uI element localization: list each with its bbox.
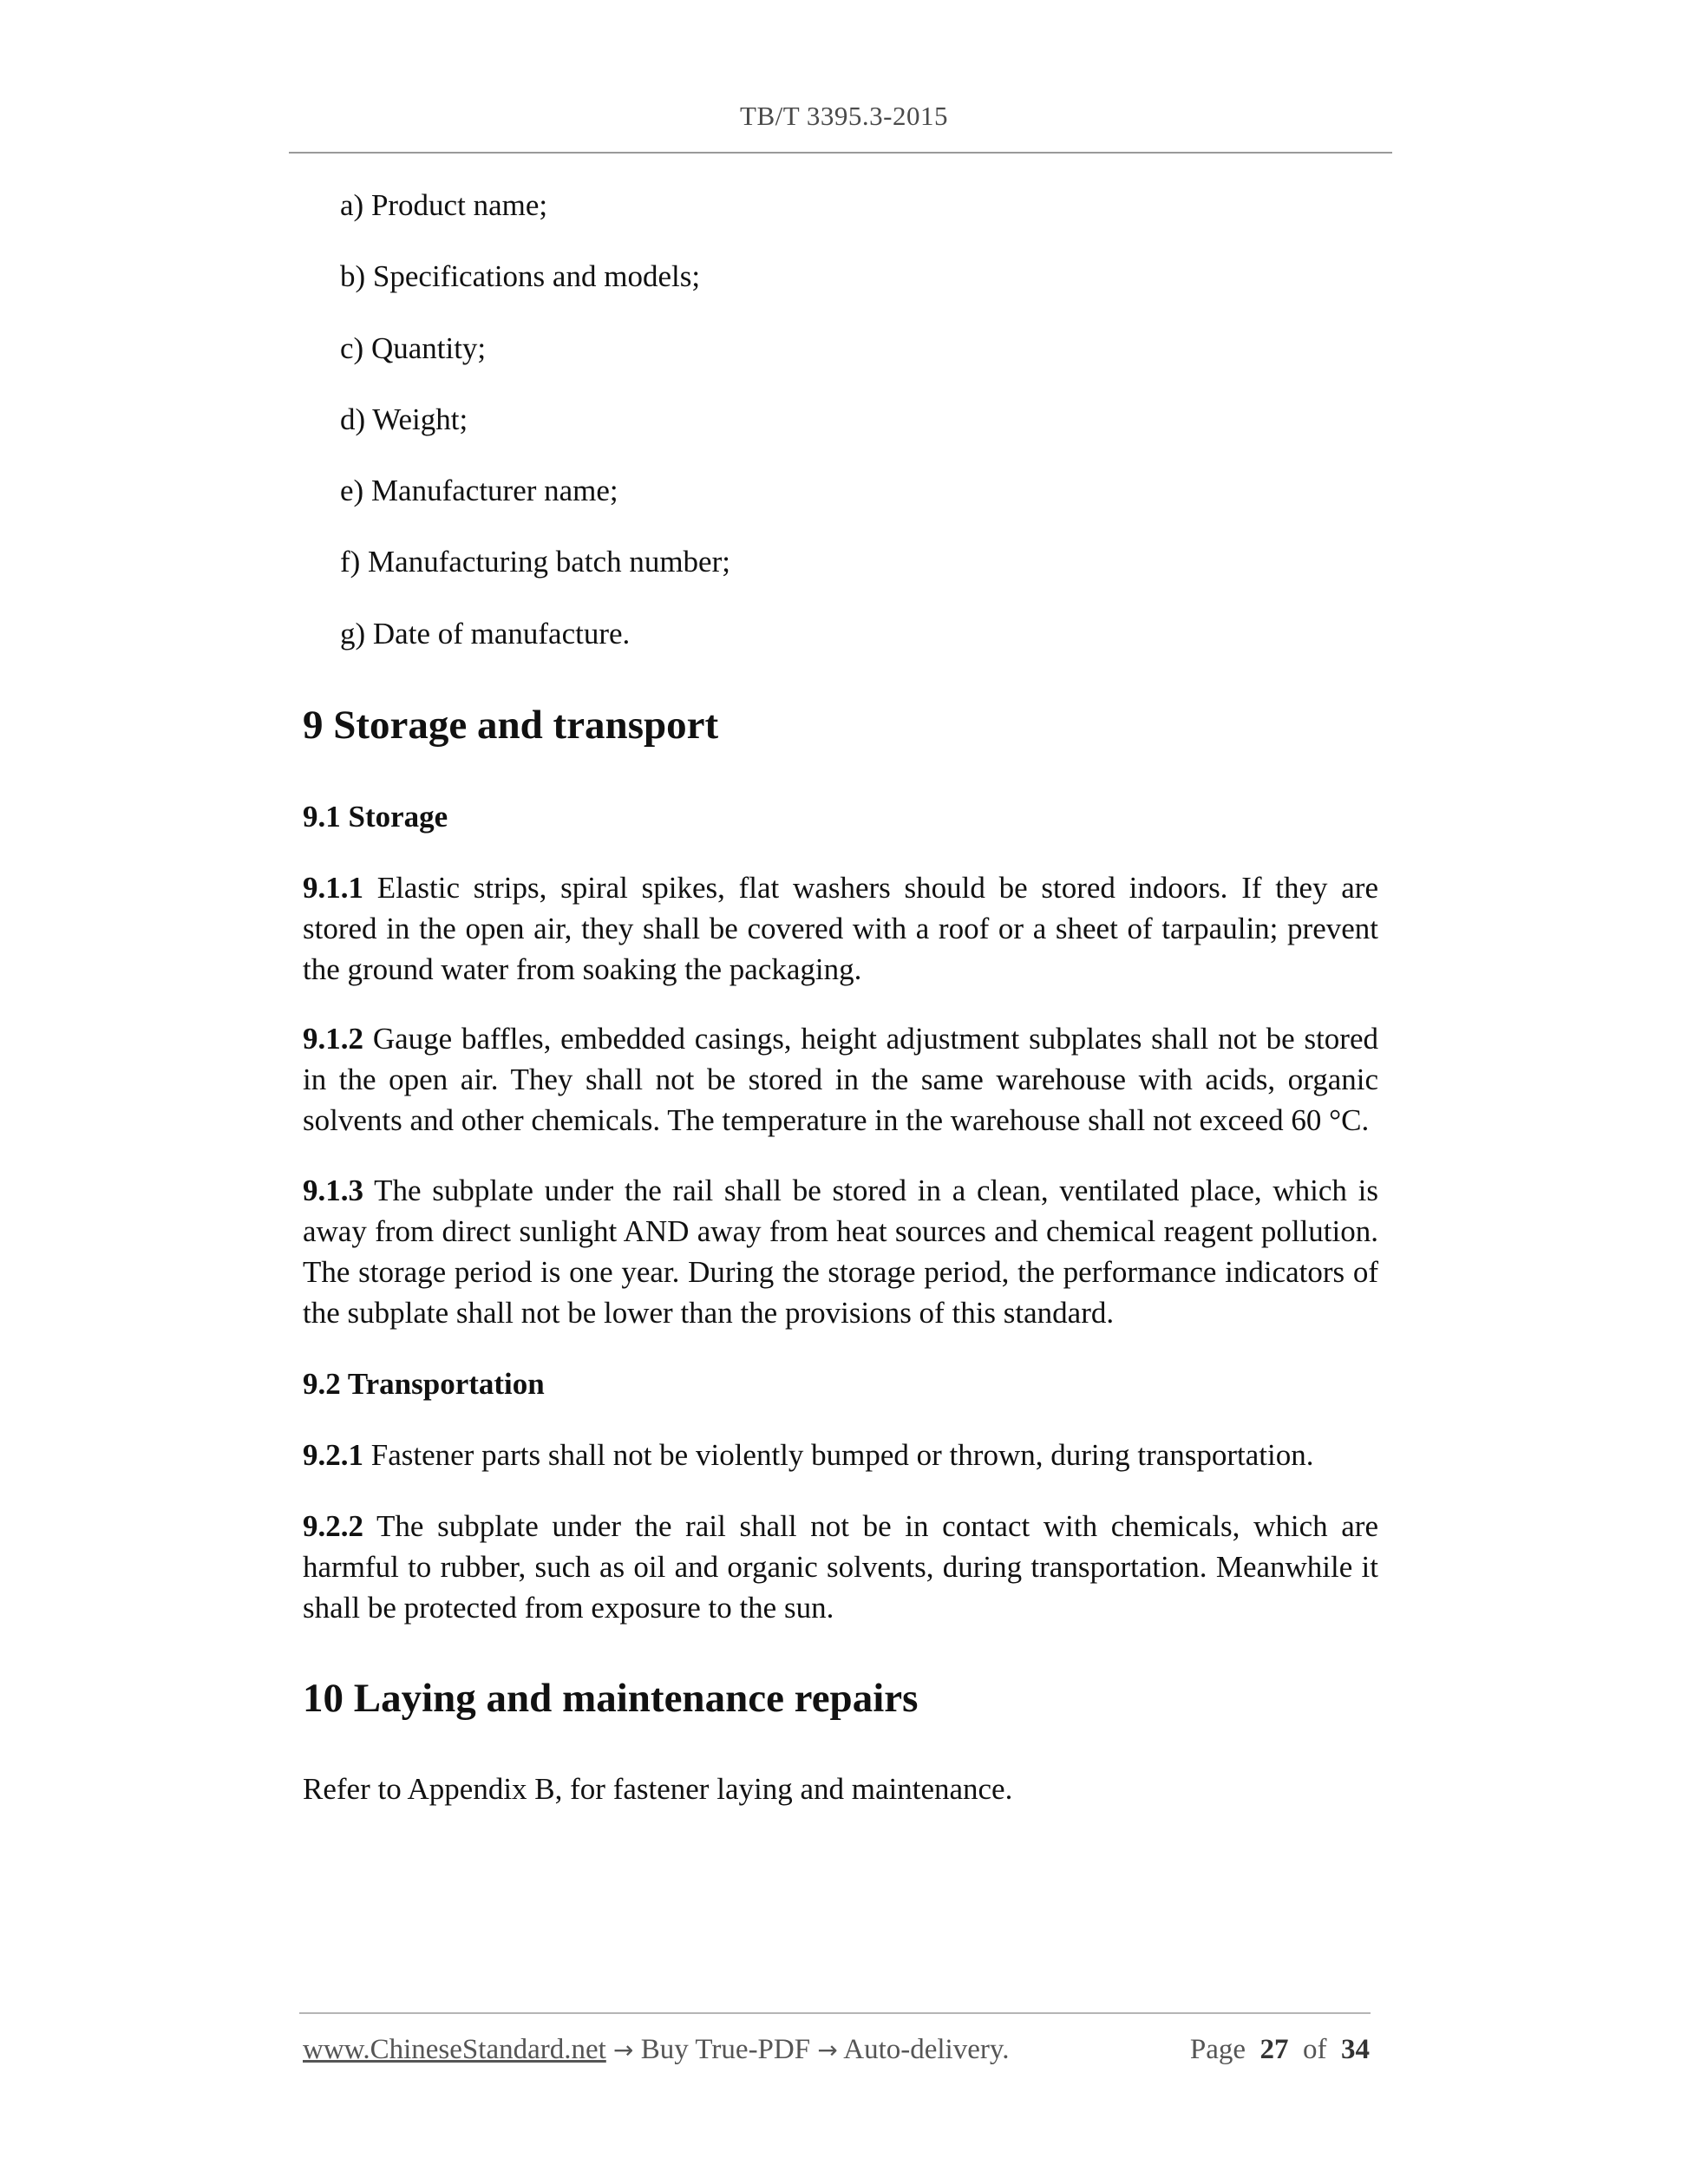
header-divider [289,152,1392,154]
list-item: d) Weight; [340,402,468,436]
list-item: b) Specifications and models; [340,259,701,294]
section-10-heading: 10 Laying and maintenance repairs [303,1676,919,1721]
section-9-heading: 9 Storage and transport [303,703,719,748]
clause-text: The subplate under the rail shall be stored in a clean, ventilated place, which is away from direct sunlight AND away from heat sources and chemical reagent pollution. The storage period is one year. During the storage period, the performance indicators of the subplate shall not be lower than the provisions of this standard. [303,1174,1378,1330]
clause-9-2-2 [303,1506,1378,1628]
page-current: 27 [1259,2034,1289,2065]
clause-text: Gauge baffles, embedded casings, height adjustment subplates shall not be stored in the open air. They shall not be stored in the same warehouse with acids, organic solvents and other chemicals. The temperature in the warehouse shall not exceed 60 °C. [303,1022,1378,1137]
clause-9-1-1 [303,867,1378,990]
list-item: e) Manufacturer name; [340,474,618,508]
buy-pdf-text: Buy True-PDF [640,2034,811,2065]
clause-number: 9.1.3 [303,1174,363,1207]
clause-number: 9.2.2 [303,1509,363,1543]
auto-delivery-text: Auto-delivery. [843,2034,1010,2065]
list-item: f) Manufacturing batch number; [340,545,730,579]
clause-number: 9.1.2 [303,1022,363,1056]
section-10-text: Refer to Appendix B, for fastener laying and maintenance. [303,1772,1013,1806]
of-label: of [1303,2034,1327,2065]
arrow-right-icon: → [613,2036,634,2064]
document-id-header: TB/T 3395.3-2015 [740,101,948,131]
clause-number: 9.2.1 [303,1438,363,1472]
clause-number: 9.1.1 [303,871,363,905]
footer-divider [299,2012,1371,2014]
list-item: c) Quantity; [340,330,487,365]
section-9-2-heading: 9.2 Transportation [303,1367,545,1401]
site-link[interactable]: www.ChineseStandard.net [303,2034,606,2065]
clause-text: Elastic strips, spiral spikes, flat washers should be stored indoors. If they are stored in the open air, they shall be covered with a roof or a sheet of tarpaulin; prevent the ground water from soaking the packaging. [303,871,1378,986]
list-item: a) Product name; [340,188,548,222]
page-number [1190,2028,1370,2071]
clause-text: The subplate under the rail shall not be in contact with chemicals, which are harmful to rubber, such as oil and organic solvents, during transportation. Meanwhile it shall be protected from exposure to the sun. [303,1509,1378,1625]
clause-9-1-3 [303,1170,1378,1333]
page-total: 34 [1341,2034,1370,2065]
section-9-1-heading: 9.1 Storage [303,800,448,834]
clause-text: Fastener parts shall not be violently bumped or thrown, during transportation. [363,1438,1314,1472]
footer-links [303,2028,1009,2072]
page-label: Page [1189,2034,1246,2065]
clause-9-1-2 [303,1018,1378,1141]
arrow-right-icon: → [817,2036,838,2064]
clause-9-2-1 [303,1435,1378,1475]
marking-list [340,184,730,683]
list-item: g) Date of manufacture. [340,616,631,651]
